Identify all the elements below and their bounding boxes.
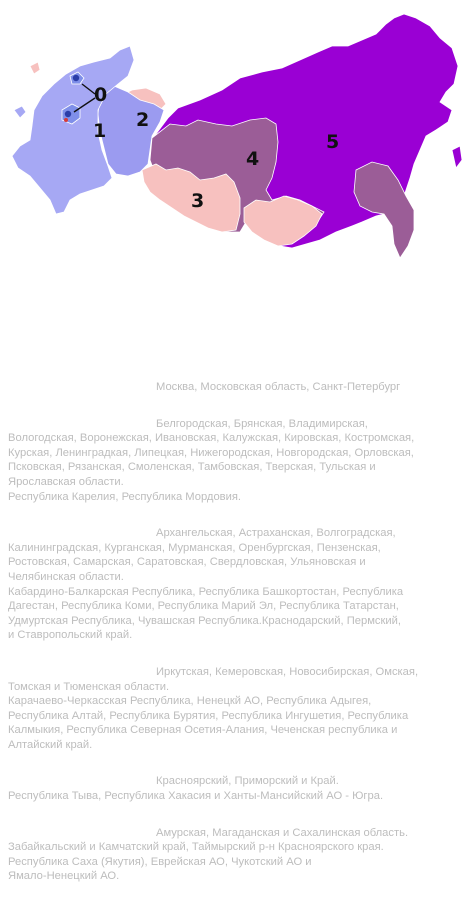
legend-group-line: Карачаево-Черкасская Республика, Ненецкй АО, Республика Адыгея, bbox=[8, 695, 372, 708]
legend-group-line: Республика Саха (Якутия), Еврейская АО, Чукотский АО и bbox=[8, 855, 312, 868]
legend-group-line: Удмуртская Республика, Чувашская Республика.Краснодарский, Пермский, bbox=[8, 614, 402, 627]
legend-group-line: Ростовская, Самарская, Саратовская, Свердловская, Ульяновская и bbox=[8, 556, 366, 569]
sakhalin-region bbox=[452, 146, 462, 168]
legend-group-zone-5 bbox=[8, 826, 462, 884]
zone-label-0: 0 bbox=[94, 84, 108, 106]
zone-label-5: 5 bbox=[326, 131, 340, 153]
legend-group-line: Кабардино-Балкарская Республика, Республика Башкортостан, Республика bbox=[8, 585, 404, 598]
legend-group-line: Вологодская, Воронежская, Ивановская, Калужская, Кировская, Костромская, bbox=[8, 432, 415, 445]
legend-group-line: Дагестан, Республика Коми, Республика Марий Эл, Республика Татарстан, bbox=[8, 600, 399, 613]
legend-group-zone-4 bbox=[8, 774, 462, 803]
legend-group-line: Забайкальский и Камчатский край, Таймырский р-н Красноярского края. bbox=[8, 841, 384, 854]
legend-group-line: Псковская, Рязанская, Смоленская, Тамбовская, Тверская, Тульская и bbox=[8, 461, 376, 474]
legend-group-heading: Амурская, Магаданская и Сахалинская область. bbox=[156, 826, 409, 839]
moscow-marker bbox=[65, 111, 71, 117]
legend-group-zone-0 bbox=[8, 380, 462, 395]
legend-group-line: Республика Карелия, Республика Мордовия. bbox=[8, 490, 242, 503]
novaya-zemlya-region bbox=[30, 62, 40, 74]
legend-group-line: Республика Тыва, Республика Хакасия и Ханты-Мансийский АО - Югра. bbox=[8, 790, 384, 803]
zone-label-2: 2 bbox=[136, 109, 150, 131]
legend-group-line: Алтайский край. bbox=[8, 738, 93, 751]
legend-group-heading: Белгородская, Брянская, Владимирская, bbox=[156, 417, 368, 430]
zone-label-4: 4 bbox=[246, 148, 260, 170]
legend-group-line: Республика Алтай, Республика Бурятия, Республика Ингушетия, Республика bbox=[8, 709, 409, 722]
kaliningrad-region bbox=[14, 106, 26, 118]
legend-group-zone-1 bbox=[8, 417, 462, 505]
russia-tariff-zone-map bbox=[0, 0, 470, 270]
legend-group-line: Томская и Тюменская области. bbox=[8, 680, 170, 693]
legend-group-zone-2 bbox=[8, 526, 462, 643]
legend-group-line: Калининградская, Курганская, Мурманская, Оренбургская, Пензенская, bbox=[8, 541, 381, 554]
legend-group-line: Ярославская области. bbox=[8, 475, 124, 488]
legend-group-line: Ямало-Ненецкий АО. bbox=[8, 870, 120, 883]
zone-label-1: 1 bbox=[93, 120, 107, 142]
spb-marker bbox=[73, 75, 79, 81]
legend-group-line: Калмыкия, Республика Северная Осетия-Алания, Чеченская республика и bbox=[8, 724, 398, 737]
legend-group-line: Курская, Ленинградкая, Липецкая, Нижегородская, Новгородская, Орловская, bbox=[8, 446, 414, 459]
legend-group-heading: Архангельская, Астраханская, Волгоградская, bbox=[156, 527, 396, 540]
legend-group-zone-3 bbox=[8, 665, 462, 753]
legend-group-line: и Ставропольский край. bbox=[8, 629, 133, 642]
legend-group-heading: Москва, Московская область, Санкт-Петербург bbox=[156, 381, 401, 393]
legend-group-heading: Красноярский, Приморский и Край. bbox=[156, 775, 339, 788]
legend-group-line: Челябинская области. bbox=[8, 570, 124, 583]
zone-label-3: 3 bbox=[191, 190, 205, 212]
moscow-marker-dot bbox=[64, 118, 68, 122]
legend-group-heading: Иркутская, Кемеровская, Новосибирская, Омская, bbox=[156, 665, 419, 678]
zone-legend bbox=[8, 380, 462, 906]
